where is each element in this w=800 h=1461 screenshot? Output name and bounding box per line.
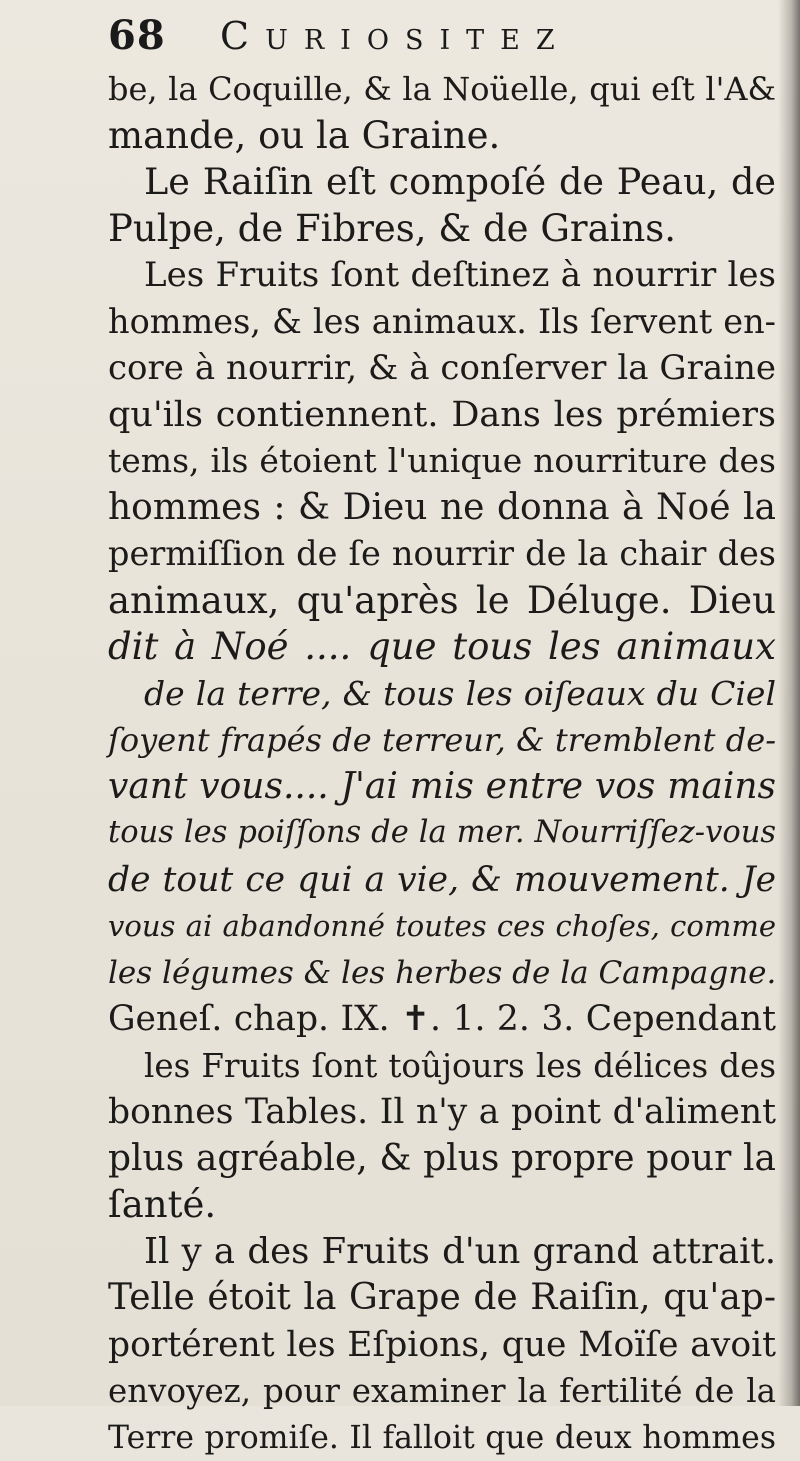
- page-header: [108, 8, 748, 64]
- text-line: Terre promiſe. Il falloit que deux hommes: [108, 1415, 776, 1461]
- text-line: Pulpe, de Fibres, & de Grains.: [108, 206, 776, 253]
- text-line: Telle étoit la Grape de Raiſin, qu'ap-: [108, 1275, 776, 1322]
- text-line: mande, ou la Graine.: [108, 113, 776, 160]
- text-line: core à nourrir, & à conſerver la Graine: [108, 345, 776, 392]
- text-line: de la terre, & tous les oiſeaux du Ciel: [108, 671, 776, 718]
- text-line: ſanté.: [108, 1182, 776, 1229]
- text-line: qu'ils contiennent. Dans les prémiers: [108, 392, 776, 439]
- text-line: les Fruits ſont toûjours les délices des: [108, 1043, 776, 1090]
- body-text: [108, 66, 776, 1461]
- text-line: Les Fruits ſont deſtinez à nourrir les: [108, 252, 776, 299]
- running-head: Curiositez: [220, 14, 571, 58]
- text-line: Le Raiſin eſt compoſé de Peau, de: [108, 159, 776, 206]
- text-line: vant vous.... J'ai mis entre vos mains: [108, 764, 776, 811]
- page-number: 68: [108, 12, 166, 59]
- text-line: tous les poiſſons de la mer. Nourriſſez-vous: [108, 810, 776, 857]
- text-line: vous ai abandonné toutes ces choſes, comme: [108, 903, 776, 950]
- text-line: de tout ce qui a vie, & mouvement. Je: [108, 857, 776, 904]
- text-line: animaux, qu'après le Déluge. Dieu: [108, 578, 776, 625]
- text-line: hommes, & les animaux. Ils ſervent en-: [108, 299, 776, 346]
- text-line: envoyez, pour examiner la fertilité de la: [108, 1368, 776, 1415]
- page-edge-shadow: [778, 0, 800, 1406]
- text-line: les légumes & les herbes de la Campagne.: [108, 950, 776, 997]
- text-line: ſoyent frapés de terreur, & tremblent de-: [108, 717, 776, 764]
- text-line: tems, ils étoient l'unique nourriture des: [108, 438, 776, 485]
- text-line: dit à Noé .... que tous les animaux: [108, 624, 776, 671]
- text-line: bonnes Tables. Il n'y a point d'aliment: [108, 1089, 776, 1136]
- text-line: hommes : & Dieu ne donna à Noé la: [108, 485, 776, 532]
- text-line: permiſſion de ſe nourrir de la chair des: [108, 531, 776, 578]
- text-line: portérent les Eſpions, que Moïſe avoit: [108, 1322, 776, 1369]
- text-line: plus agréable, & plus propre pour la: [108, 1136, 776, 1183]
- text-line: Il y a des Fruits d'un grand attrait.: [108, 1229, 776, 1276]
- text-line: be, la Coquille, & la Noüelle, qui eſt l'A&: [108, 66, 776, 113]
- text-line: Geneſ. chap. IX. ✝. 1. 2. 3. Cependant: [108, 996, 776, 1043]
